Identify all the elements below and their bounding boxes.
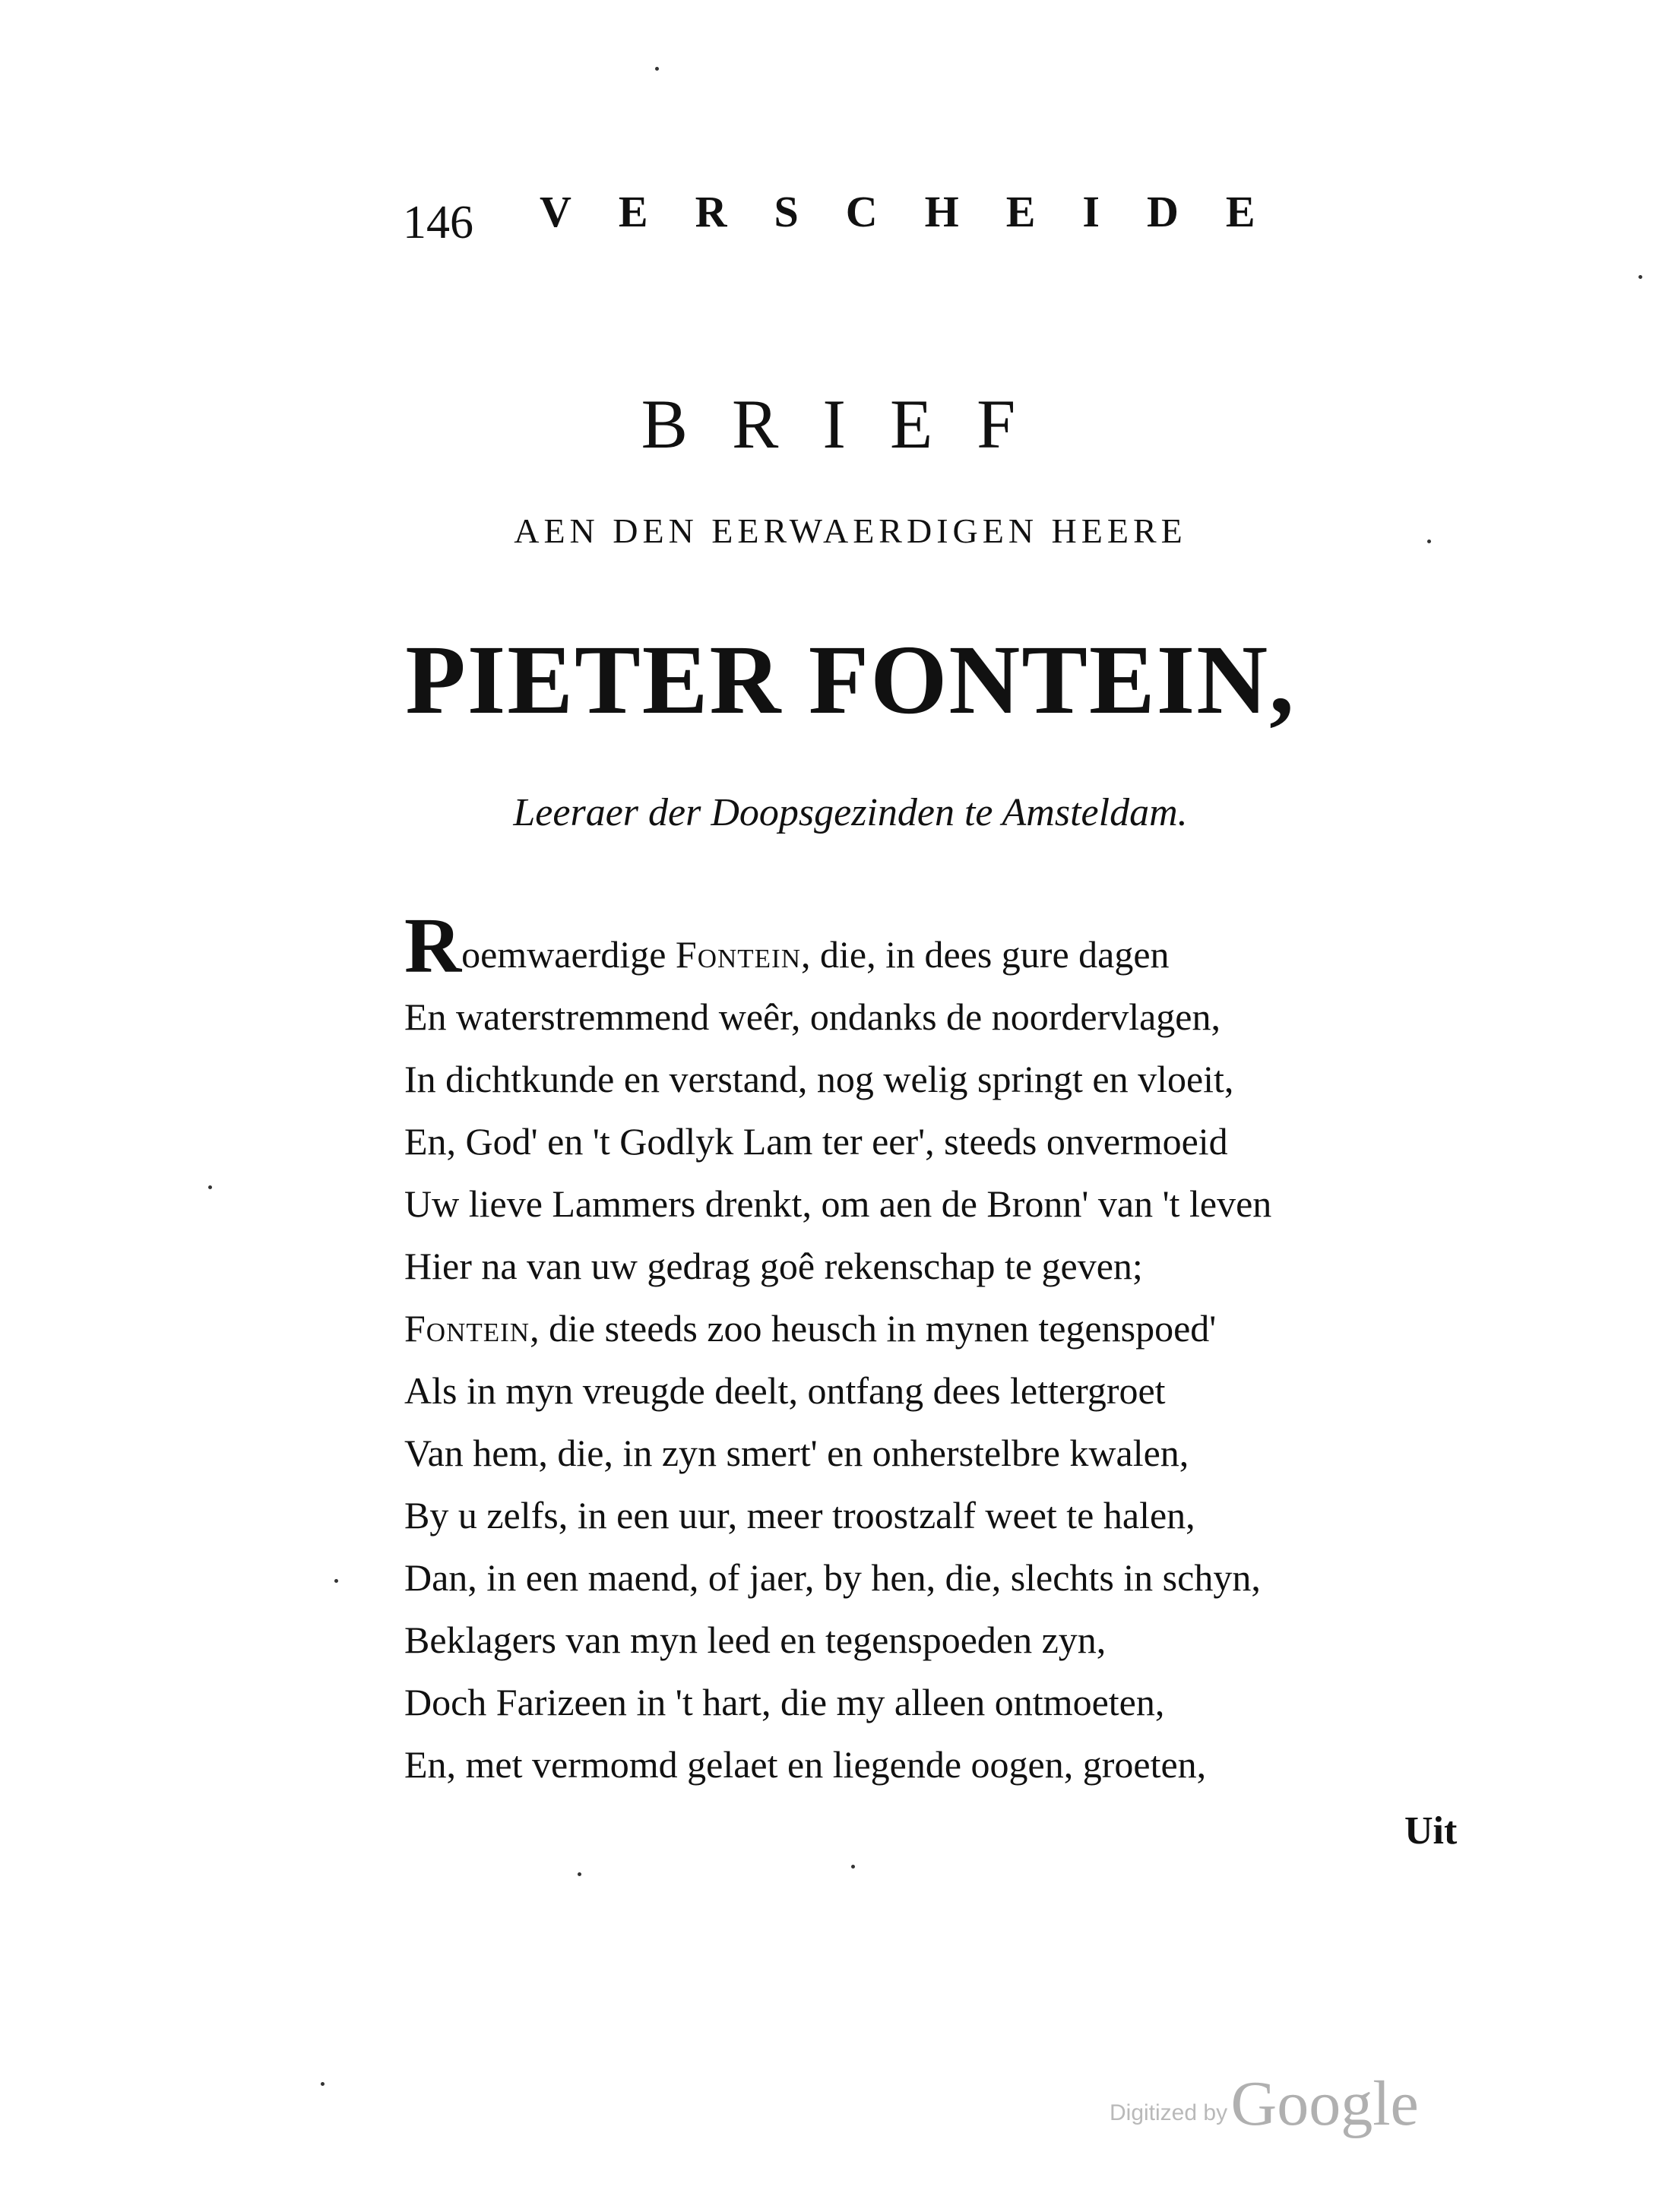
- catchword: Uit: [1404, 1809, 1458, 1853]
- poem-line: Dan, in een maend, of jaer, by hen, die, slechts in schyn,: [404, 1556, 1261, 1599]
- paper-speck: [1427, 540, 1431, 543]
- poem-line: [404, 1297, 1483, 1359]
- poem-line: Doch Farizeen in 't hart, die my alleen ontmoeten,: [404, 1681, 1165, 1723]
- line-post: , die steeds zoo heusch in mynen tegenspoed': [530, 1307, 1217, 1350]
- poem-line: Als in myn vreugde deelt, ontfang dees lettergroet: [404, 1369, 1166, 1412]
- poem-line: En, God' en 't Godlyk Lam ter eer', steeds onvermoeid: [404, 1120, 1228, 1163]
- paper-speck: [851, 1865, 855, 1869]
- addressee-role: Leeraer der Doopsgezinden te Amsteldam.: [513, 791, 1188, 834]
- poem-line: [404, 902, 1483, 989]
- line-smallcaps: Fontein: [675, 933, 801, 976]
- paper-speck: [578, 1872, 581, 1876]
- paper-speck: [208, 1185, 212, 1189]
- address-line: AEN DEN EERWAERDIGEN HEERE: [514, 511, 1187, 550]
- poem-line: Van hem, die, in zyn smert' en onherstelbre kwalen,: [404, 1432, 1189, 1474]
- running-title: VERSCHEIDE: [540, 187, 1303, 236]
- digitized-by-label: Digitized by: [1110, 2100, 1228, 2125]
- poem-line: By u zelfs, in een uur, meer troostzalf weet te halen,: [404, 1494, 1195, 1536]
- paper-speck: [655, 67, 659, 71]
- letter-heading: BRIEF: [641, 385, 1060, 463]
- poem-line: Uw lieve Lammers drenkt, om aen de Bronn' van 't leven: [404, 1182, 1272, 1225]
- paper-speck: [334, 1579, 338, 1583]
- paper-speck: [321, 2082, 325, 2086]
- digitization-watermark: [1110, 2067, 1419, 2141]
- addressee-name: PIETER FONTEIN,: [405, 625, 1296, 735]
- poem-line: En waterstremmend weêr, ondanks de noordervlagen,: [404, 995, 1221, 1038]
- poem-line: Hier na van uw gedrag goê rekenschap te geven;: [404, 1245, 1143, 1287]
- page-number: 146: [403, 197, 473, 248]
- paper-speck: [1638, 275, 1642, 279]
- poem-line: In dichtkunde en verstand, nog welig springt en vloeit,: [404, 1058, 1234, 1100]
- line-post: , die, in dees gure dagen: [800, 933, 1170, 976]
- drop-initial: R: [404, 902, 462, 989]
- google-logo: Google: [1230, 2068, 1419, 2139]
- poem-line: Beklagers van myn leed en tegenspoeden zyn,: [404, 1619, 1107, 1661]
- line-text: oemwaerdige: [461, 933, 676, 976]
- line-smallcaps: Fontein: [404, 1307, 530, 1350]
- poem-body: [404, 902, 1483, 1796]
- poem-line: En, met vermomd gelaet en liegende oogen, groeten,: [404, 1743, 1207, 1786]
